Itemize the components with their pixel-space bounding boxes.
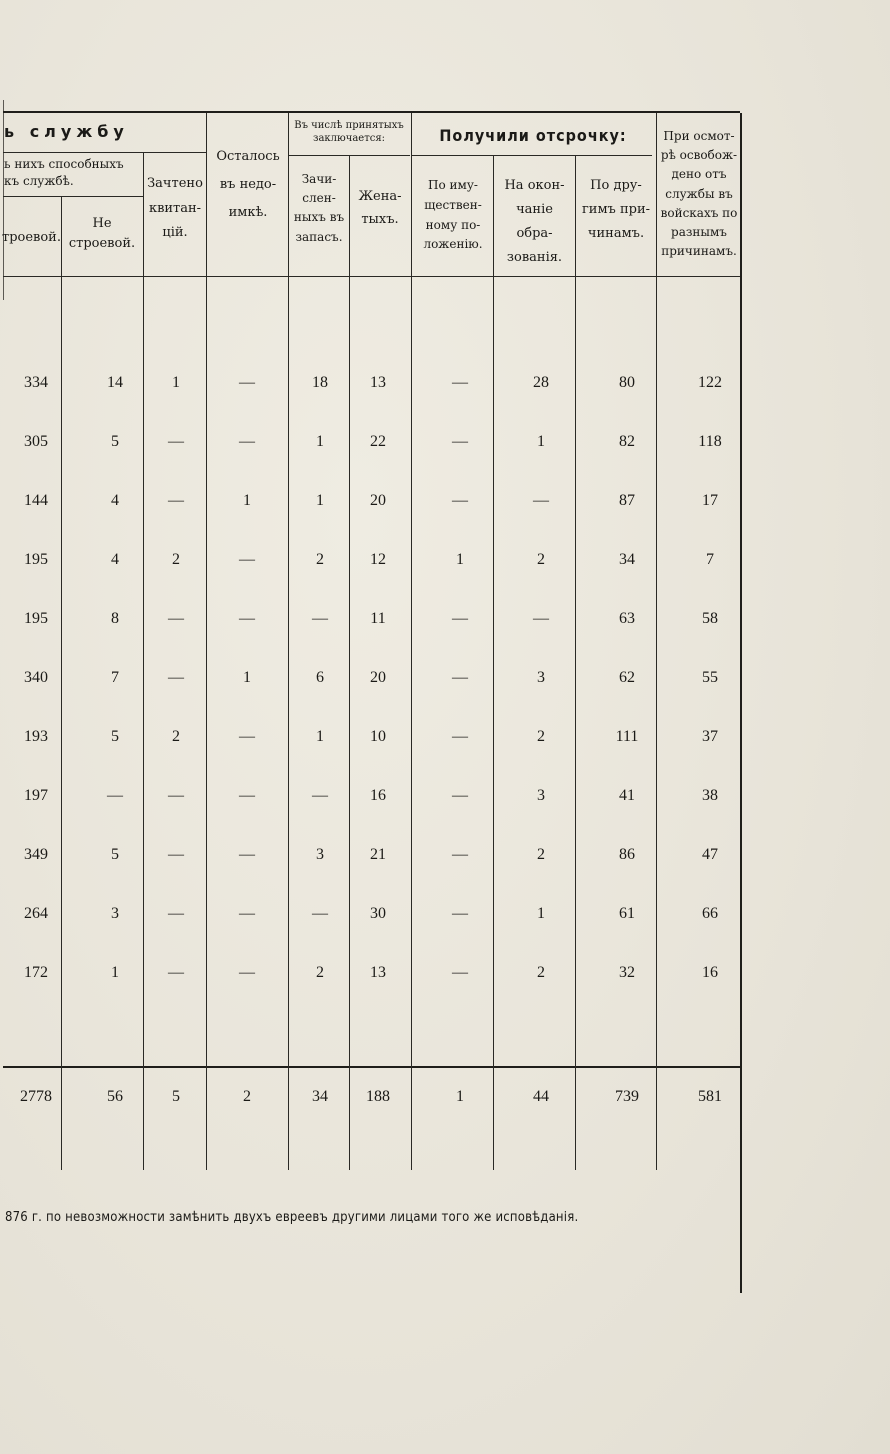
table-row-1-cell-10: 122 [698,374,722,391]
table-row-9-cell-3: — [168,846,184,863]
header-col-other: По дру-гимъ при-чинамъ. [581,178,651,242]
table-top-rule [3,111,740,113]
totals-cell-6: 188 [366,1088,390,1105]
table-row-8-cell-3: — [168,787,184,804]
table-row-3-cell-4: 1 [243,492,251,509]
table-row-1-cell-4: — [239,374,255,391]
table-row-9-cell-4: — [239,846,255,863]
table-row-11-cell-4: — [239,964,255,981]
header-col-nonline: Не строевой. [68,216,136,252]
table-row-6-cell-8: 3 [537,669,545,686]
table-row-11-cell-8: 2 [537,964,545,981]
table-row-8-cell-4: — [239,787,255,804]
table-row-1-cell-7: — [452,374,468,391]
table-row-9-cell-6: 21 [370,846,386,863]
table-row-7-cell-6: 10 [370,728,386,745]
table-row-4-cell-4: — [239,551,255,568]
table-row-7-cell-4: — [239,728,255,745]
table-row-5-cell-6: 11 [370,610,386,627]
header-group-deferred: Получили отсрочку: [439,126,627,145]
table-row-5-cell-3: — [168,610,184,627]
col-rule-9 [656,113,657,1170]
table-row-3-cell-3: — [168,492,184,509]
table-row-11-cell-3: — [168,964,184,981]
table-row-2-cell-4: — [239,433,255,450]
table-row-4-cell-3: 2 [172,551,180,568]
table-row-3-cell-5: 1 [316,492,324,509]
totals-cell-5: 34 [312,1088,328,1105]
table-row-7-cell-2: 5 [111,728,119,745]
table-row-7-cell-10: 37 [702,728,718,745]
header-col-exempt: При осмот-рѣ освобож-дено отъ службы въ войскахъ по разнымъ причинамъ. [660,129,738,259]
table-row-10-cell-5: — [312,905,328,922]
table-row-3-cell-2: 4 [111,492,119,509]
table-row-1-cell-5: 18 [312,374,328,391]
table-row-5-cell-1: 195 [24,610,48,627]
table-row-6-cell-7: — [452,669,468,686]
table-row-5-cell-5: — [312,610,328,627]
table-row-3-cell-10: 17 [702,492,718,509]
table-row-10-cell-10: 66 [702,905,718,922]
table-row-4-cell-10: 7 [706,551,714,568]
table-row-5-cell-8: — [533,610,549,627]
header-rule-deferred [412,155,652,156]
table-row-5-cell-7: — [452,610,468,627]
table-row-10-cell-3: — [168,905,184,922]
table-row-11-cell-5: 2 [316,964,324,981]
table-row-1-cell-8: 28 [533,374,549,391]
table-row-3-cell-9: 87 [619,492,635,509]
table-row-1-cell-1: 334 [24,374,48,391]
table-row-8-cell-1: 197 [24,787,48,804]
table-row-6-cell-9: 62 [619,669,635,686]
table-row-10-cell-8: 1 [537,905,545,922]
totals-cell-9: 739 [615,1088,639,1105]
table-row-9-cell-7: — [452,846,468,863]
col-rule-5 [349,155,350,1170]
table-row-10-cell-2: 3 [111,905,119,922]
table-row-1-cell-3: 1 [172,374,180,391]
col-rule-2 [143,152,144,1170]
table-row-7-cell-1: 193 [24,728,48,745]
header-col-property: По иму-ществен-ному по-ложенію. [423,178,483,252]
page-right-border [740,113,742,1293]
table-row-3-cell-8: — [533,492,549,509]
table-row-4-cell-8: 2 [537,551,545,568]
table-row-11-cell-7: — [452,964,468,981]
table-row-8-cell-2: — [107,787,123,804]
header-fit-subgroup: ь нихъ способныхъ къ службѣ. [4,157,124,189]
col-rule-7 [493,155,494,1170]
table-row-1-cell-2: 14 [107,374,123,391]
table-row-2-cell-9: 82 [619,433,635,450]
table-row-9-cell-8: 2 [537,846,545,863]
table-row-5-cell-4: — [239,610,255,627]
table-row-5-cell-2: 8 [111,610,119,627]
table-row-11-cell-6: 13 [370,964,386,981]
col-rule-6 [411,113,412,1170]
header-group-among: Въ числѣ принятыхъ заключается: [294,120,404,144]
table-row-6-cell-1: 340 [24,669,48,686]
header-col-credited: Зачтено квитан-цій. [147,176,203,241]
col-rule-8 [575,155,576,1170]
table-row-3-cell-6: 20 [370,492,386,509]
footnote: 876 г. по невозможности замѣнить двухъ евреевъ другими лицами того же исповѣданія. [5,1210,579,1225]
table-row-8-cell-7: — [452,787,468,804]
table-row-8-cell-10: 38 [702,787,718,804]
table-row-6-cell-10: 55 [702,669,718,686]
table-row-3-cell-7: — [452,492,468,509]
table-row-7-cell-3: 2 [172,728,180,745]
table-row-6-cell-6: 20 [370,669,386,686]
table-row-10-cell-1: 264 [24,905,48,922]
table-row-10-cell-9: 61 [619,905,635,922]
table-row-10-cell-4: — [239,905,255,922]
table-row-11-cell-9: 32 [619,964,635,981]
table-row-5-cell-9: 63 [619,610,635,627]
header-col-reserve: Зачи-слен-ныхъ въ запасъ. [293,172,345,244]
table-row-2-cell-3: — [168,433,184,450]
table-row-9-cell-9: 86 [619,846,635,863]
table-row-2-cell-7: — [452,433,468,450]
table-row-8-cell-9: 41 [619,787,635,804]
table-row-5-cell-10: 58 [702,610,718,627]
table-row-10-cell-6: 30 [370,905,386,922]
table-row-2-cell-6: 22 [370,433,386,450]
header-col-married: Жена-тыхъ. [358,189,402,227]
table-row-6-cell-4: 1 [243,669,251,686]
table-row-4-cell-9: 34 [619,551,635,568]
header-bottom-rule [3,276,740,277]
table-row-6-cell-2: 7 [111,669,119,686]
table-row-7-cell-5: 1 [316,728,324,745]
table-row-4-cell-2: 4 [111,551,119,568]
table-row-1-cell-6: 13 [370,374,386,391]
table-row-9-cell-2: 5 [111,846,119,863]
table-row-7-cell-9: 111 [615,728,639,745]
header-rule-line [3,196,143,197]
totals-top-rule [3,1066,740,1068]
table-row-4-cell-1: 195 [24,551,48,568]
table-row-8-cell-8: 3 [537,787,545,804]
header-group-service: ь службу [4,122,129,141]
table-row-2-cell-8: 1 [537,433,545,450]
table-row-2-cell-5: 1 [316,433,324,450]
table-row-7-cell-7: — [452,728,468,745]
totals-cell-2: 56 [107,1088,123,1105]
table-row-9-cell-1: 349 [24,846,48,863]
col-rule-3 [206,113,207,1170]
table-row-4-cell-6: 12 [370,551,386,568]
table-row-6-cell-5: 6 [316,669,324,686]
totals-cell-10: 581 [698,1088,722,1105]
table-row-2-cell-10: 118 [698,433,722,450]
table-row-2-cell-1: 305 [24,433,48,450]
table-row-8-cell-6: 16 [370,787,386,804]
table-row-4-cell-7: 1 [456,551,464,568]
table-row-9-cell-10: 47 [702,846,718,863]
col-rule-4 [288,113,289,1170]
table-row-7-cell-8: 2 [537,728,545,745]
totals-cell-8: 44 [533,1088,549,1105]
table-row-9-cell-5: 3 [316,846,324,863]
totals-cell-1: 2778 [20,1088,52,1105]
totals-cell-3: 5 [172,1088,180,1105]
table-row-11-cell-10: 16 [702,964,718,981]
table-row-8-cell-5: — [312,787,328,804]
header-col-remaining: Осталось въ недо-имкѣ. [216,149,280,220]
table-row-3-cell-1: 144 [24,492,48,509]
table-row-1-cell-9: 80 [619,374,635,391]
table-row-4-cell-5: 2 [316,551,324,568]
totals-cell-7: 1 [456,1088,464,1105]
header-col-education: На окон-чаніе обра-зованія. [504,178,565,266]
table-row-2-cell-2: 5 [111,433,119,450]
header-col-line: троевой. [2,230,61,245]
totals-cell-4: 2 [243,1088,251,1105]
table-row-11-cell-1: 172 [24,964,48,981]
table-row-11-cell-2: 1 [111,964,119,981]
header-rule-fit [3,152,206,153]
table-row-10-cell-7: — [452,905,468,922]
table-row-6-cell-3: — [168,669,184,686]
